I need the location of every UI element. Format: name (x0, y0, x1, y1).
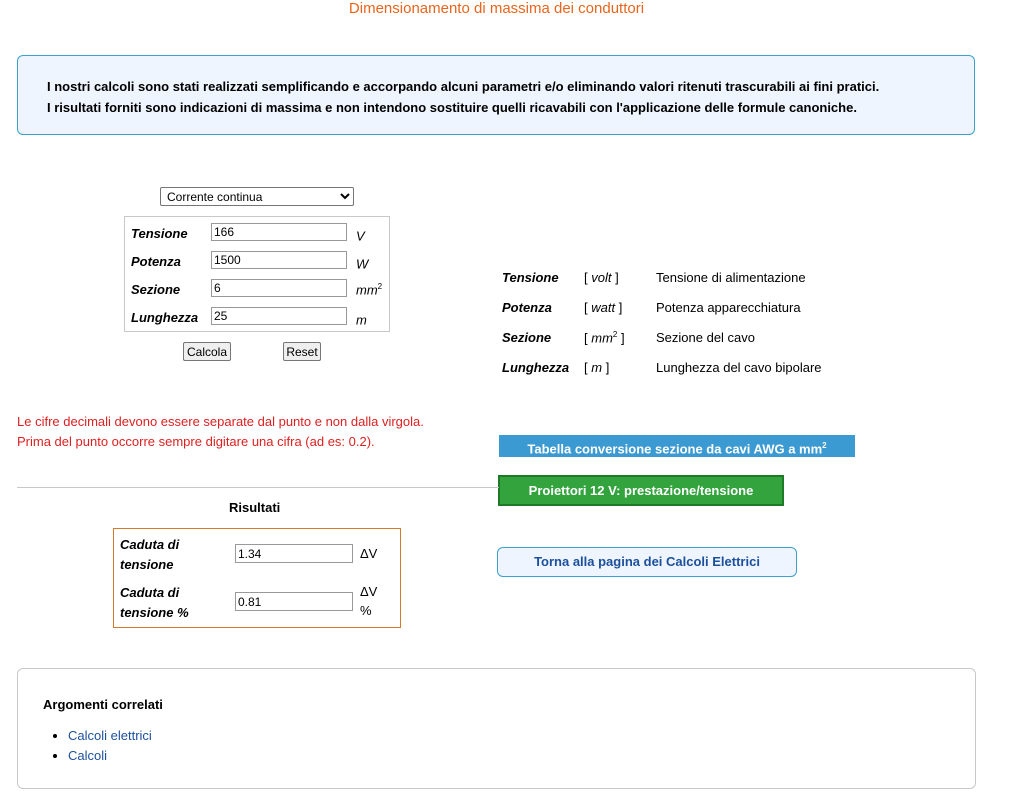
disclaimer-line-2: I risultati forniti sono indicazioni di massima e non intendono sostituire quelli ricavabili con l'applicazione delle formule canoniche. (47, 100, 857, 115)
legend-desc: Sezione del cavo (656, 330, 756, 345)
legend-desc: Potenza apparecchiatura (656, 300, 801, 315)
lunghezza-input[interactable] (211, 307, 347, 325)
proiettori-button[interactable]: Proiettori 12 V: prestazione/tensione (498, 475, 784, 506)
related-topics (17, 668, 976, 789)
legend-desc: Tensione di alimentazione (656, 270, 806, 285)
tensione-input[interactable] (211, 223, 347, 241)
decimal-note-line-1: Le cifre decimali devono essere separate dal punto e non dalla virgola. (17, 414, 424, 429)
legend-unit: [ volt ] (584, 270, 619, 285)
potenza-label: Potenza (131, 254, 181, 269)
input-form (124, 216, 390, 332)
related-title: Argomenti correlati (43, 697, 163, 712)
tensione-unit: V (356, 228, 365, 244)
legend-name: Tensione (502, 270, 559, 285)
input-row-lunghezza (125, 307, 389, 327)
lunghezza-label: Lunghezza (131, 310, 199, 325)
related-list (54, 726, 152, 766)
caduta-percent-label: Caduta di tensione % (120, 585, 189, 620)
results-box (113, 528, 401, 628)
legend-row-potenza (502, 300, 902, 320)
list-item (68, 746, 152, 766)
caduta-label: Caduta di tensione (120, 537, 180, 572)
legend-row-tensione (502, 270, 902, 290)
current-type-select[interactable] (160, 187, 354, 206)
legend-desc: Lunghezza del cavo bipolare (656, 360, 822, 375)
sezione-unit: $mm^2$ (356, 282, 383, 298)
legend-name: Lunghezza (502, 360, 570, 375)
tensione-label: Tensione (131, 226, 188, 241)
lunghezza-unit: m (356, 312, 367, 328)
legend-unit: [ m ] (584, 360, 610, 375)
page-title: Dimensionamento di massima dei conduttori (348, 0, 645, 17)
awg-conversion-button[interactable]: Tabella conversione sezione da cavi AWG a $mm^2$ (499, 435, 855, 457)
decimal-note-line-2: Prima del punto occorre sempre digitare una cifra (ad es: 0.2). (17, 434, 375, 449)
divider (17, 487, 499, 488)
legend-name: Potenza (502, 300, 552, 315)
potenza-unit: W (356, 256, 369, 272)
caduta-percent-output[interactable] (235, 592, 353, 611)
related-link-calcoli[interactable]: Calcoli (68, 748, 108, 763)
results-title: Risultati (229, 500, 281, 515)
disclaimer-line-1: I nostri calcoli sono stati realizzati semplificando e accorpando alcuni parametri e/o eliminando valori ritenuti trascurabili ai fini pratici. (47, 79, 880, 94)
back-to-calcoli-button[interactable]: Torna alla pagina dei Calcoli Elettrici (497, 547, 797, 577)
reset-button[interactable]: Reset (283, 342, 321, 361)
caduta-output[interactable] (235, 544, 353, 563)
decimal-note (17, 412, 424, 452)
input-row-sezione (125, 279, 389, 299)
related-link-calcoli-elettrici[interactable]: Calcoli elettrici (68, 728, 152, 743)
sezione-input[interactable] (211, 279, 347, 297)
legend-name: Sezione (502, 330, 552, 345)
list-item (68, 726, 152, 746)
legend-unit: [ $mm^2$ ] (584, 330, 625, 346)
caduta-unit: ΔV (360, 546, 378, 561)
caduta-percent-unit: ΔV % (360, 584, 378, 618)
legend-row-lunghezza (502, 360, 902, 380)
input-row-tensione (125, 223, 389, 243)
legend-unit: [ watt ] (584, 300, 623, 315)
legend-row-sezione (502, 330, 902, 350)
disclaimer-notice (17, 55, 975, 135)
calcola-button[interactable]: Calcola (183, 342, 231, 361)
input-row-potenza (125, 251, 389, 271)
potenza-input[interactable] (211, 251, 347, 269)
sezione-label: Sezione (131, 282, 181, 297)
